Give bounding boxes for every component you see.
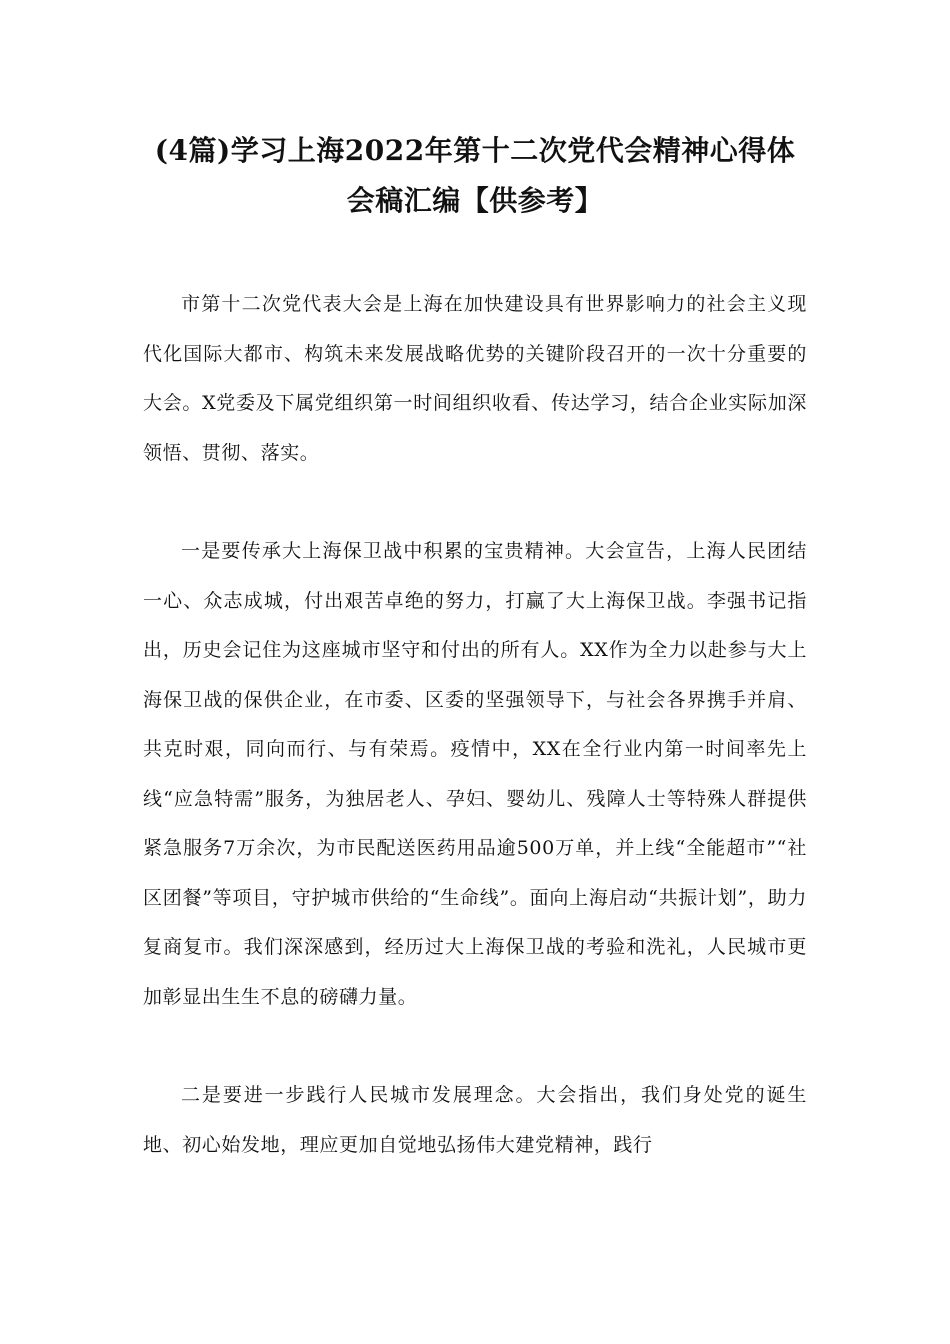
paragraph-intro: 市第十二次党代表大会是上海在加快建设具有世界影响力的社会主义现代化国际大都市、构筑未来发展战略优势的关键阶段召开的一次十分重要的大会。X党委及下属党组织第一时间组织收看、传达学习，结合企业实际加深领悟、贯彻、落实。 [143, 293, 807, 464]
title-line-1: (4篇)学习上海2022年第十二次党代会精神心得体 [154, 134, 796, 167]
document-body [143, 280, 807, 1170]
paragraph-point-two: 二是要进一步践行人民城市发展理念。大会指出，我们身处党的诞生地、初心始发地，理应更加自觉地弘扬伟大建党精神，践行 [143, 1084, 807, 1156]
paragraph-point-one: 一是要传承大上海保卫战中积累的宝贵精神。大会宣告，上海人民团结一心、众志成城，付出艰苦卓绝的努力，打赢了大上海保卫战。李强书记指出，历史会记住为这座城市坚守和付出的所有人。XX作为全力以赴参与大上海保卫战的保供企业，在市委、区委的坚强领导下，与社会各界携手并肩、共克时艰，同向而行、与有荣焉。疫情中，XX在全行业内第一时间率先上线“应急特需”服务，为独居老人、孕妇、婴幼儿、残障人士等特殊人群提供紧急服务7万余次，为市民配送医药用品逾500万单，并上线“全能超市”“社区团餐”等项目，守护城市供给的“生命线”。面向上海启动“共振计划”，助力复商复市。我们深深感到，经历过大上海保卫战的考验和洗礼，人民城市更加彰显出生生不息的磅礴力量。 [143, 540, 807, 1008]
document-title [120, 126, 830, 226]
title-line-2: 会稿汇编【供参考】 [346, 184, 604, 217]
